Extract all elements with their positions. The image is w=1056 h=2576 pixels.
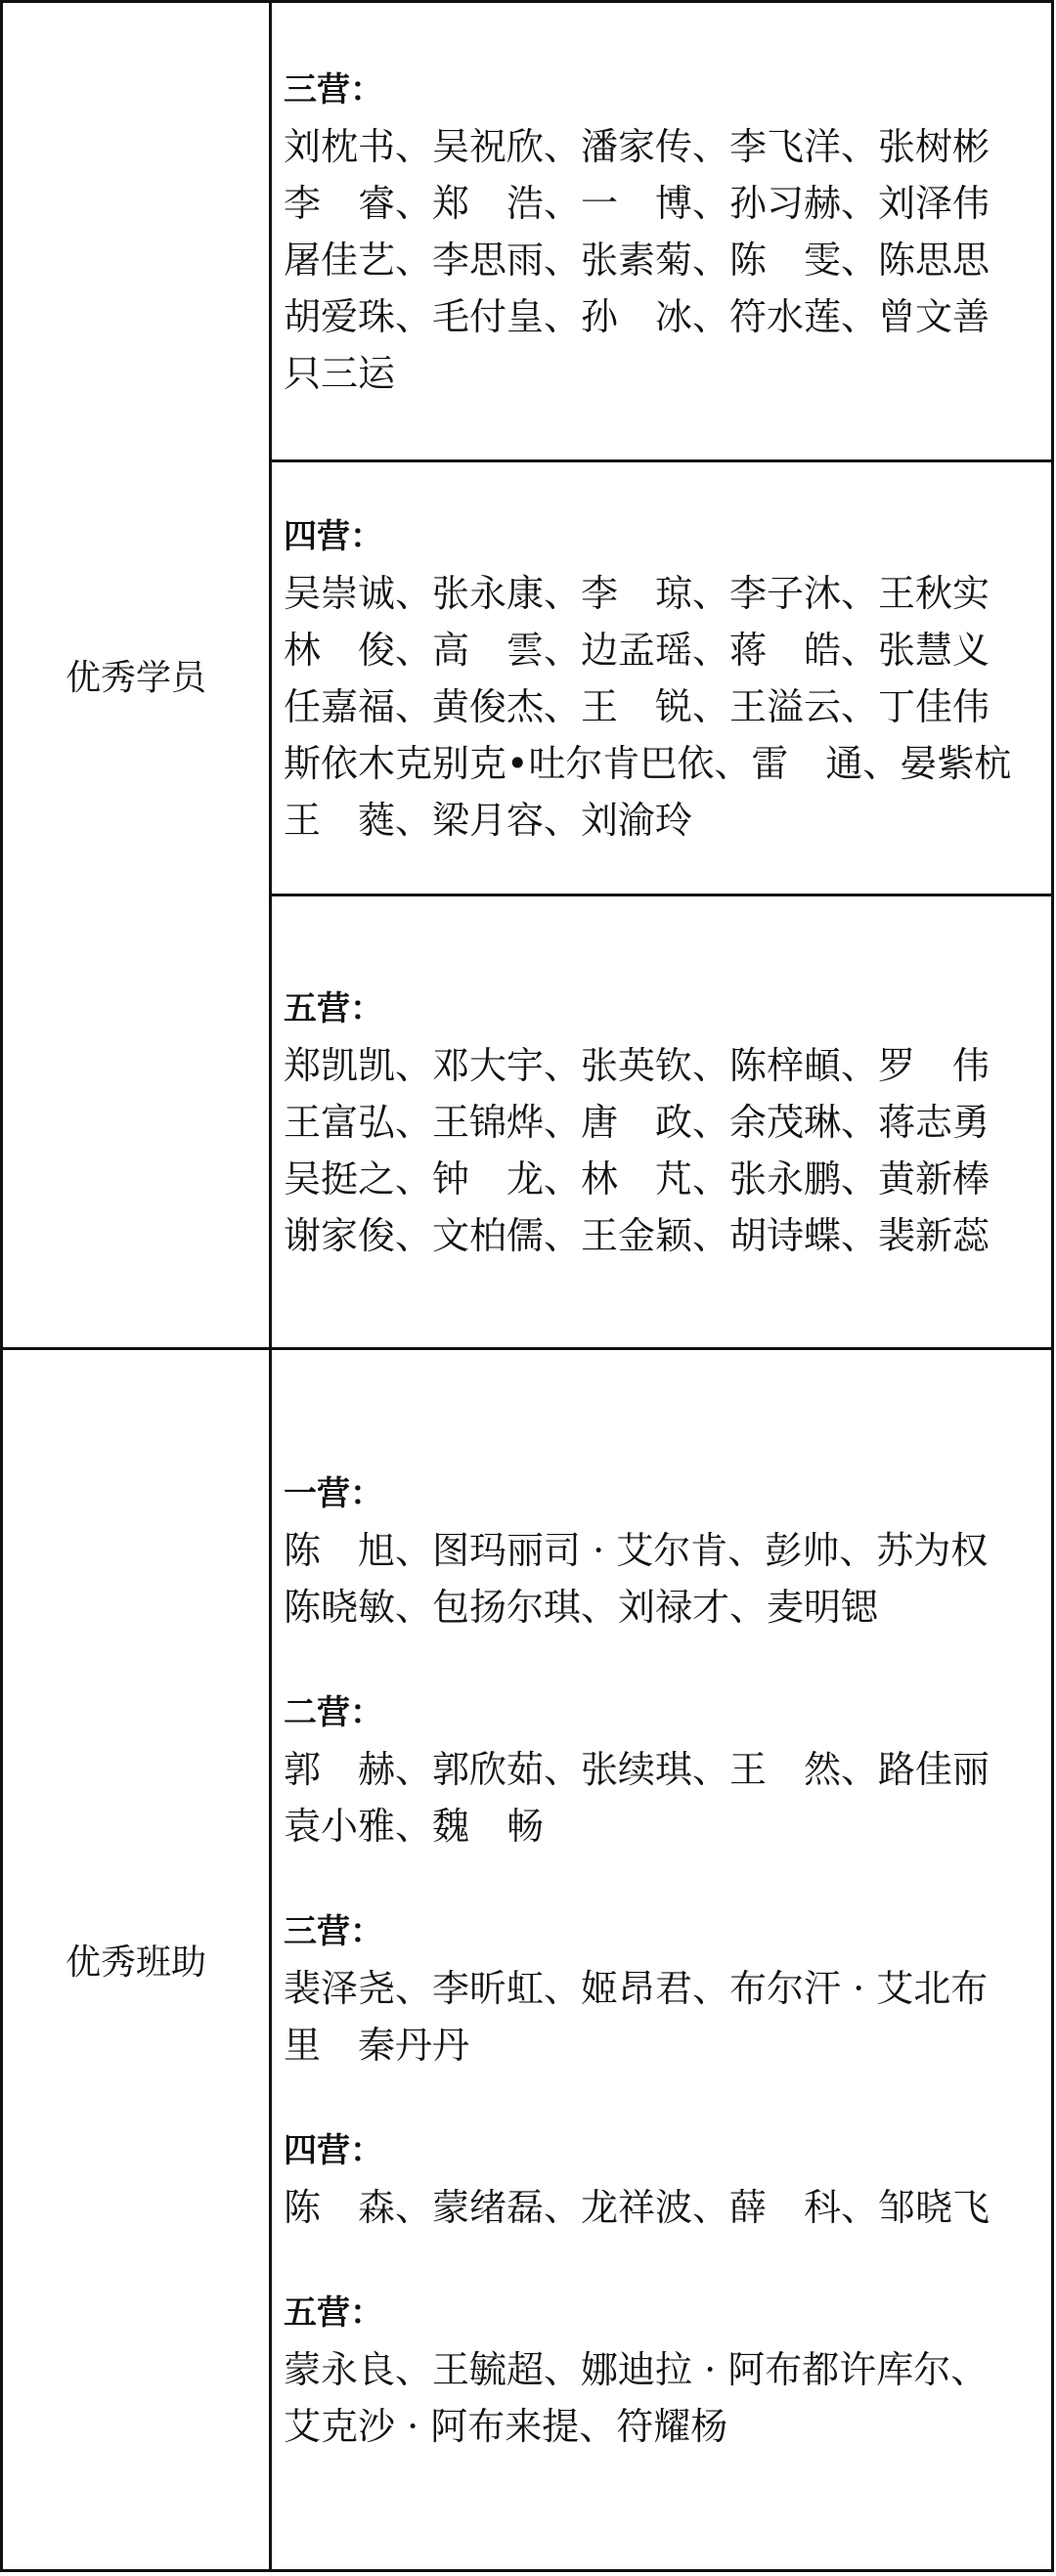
name-line: 郭 赫、郭欣茹、张续琪、王 然、路佳丽: [284, 1747, 990, 1791]
camp-cell-students-4: [271, 461, 1053, 895]
camp-heading: 四营：: [284, 2130, 383, 2170]
camp-cell-students-5: [271, 895, 1053, 1349]
camp-heading: 三营：: [284, 69, 383, 109]
name-line: 刘枕书、吴祝欣、潘家传、李飞洋、张树彬: [284, 124, 990, 168]
spacer: [284, 2236, 1041, 2285]
name-line: 只三运: [284, 351, 396, 395]
camp-cell-students-3: [271, 2, 1053, 461]
name-line: 胡爱珠、毛付皇、孙 冰、符水莲、曾文善: [284, 294, 990, 338]
name-line: 陈 旭、图玛丽司 · 艾尔肯、彭帅、苏为权: [284, 1528, 989, 1572]
name-line: 袁小雅、魏 畅: [284, 1804, 545, 1848]
camp-heading: 五营：: [284, 2292, 383, 2333]
name-line: 艾克沙 · 阿布来提、符耀杨: [284, 2404, 728, 2448]
camp-heading: 二营：: [284, 1692, 383, 1732]
spacer: [284, 2074, 1041, 2122]
name-line: 斯依木克别克•吐尔肯巴依、雷 通、晏紫杭: [284, 741, 1012, 785]
name-line: 王 蕤、梁月容、刘渝玲: [284, 798, 693, 842]
spacer: [284, 1855, 1041, 1903]
name-line: 王富弘、王锦烨、唐 政、余茂琳、蒋志勇: [284, 1100, 990, 1144]
category-assistants: [2, 1349, 271, 2571]
spacer: [284, 1636, 1041, 1684]
category-label: 优秀学员: [65, 658, 206, 698]
name-line: 陈 森、蒙绪磊、龙祥波、薛 科、邹晓飞: [284, 2185, 990, 2229]
camp-heading: 五营：: [284, 988, 383, 1028]
camp-heading: 一营：: [284, 1473, 383, 1513]
camp-heading: 四营：: [284, 516, 383, 556]
name-line: 陈晓敏、包扬尔琪、刘禄才、麦明锶: [284, 1585, 879, 1629]
name-line: 屠佳艺、李思雨、张素菊、陈 雯、陈思思: [284, 238, 990, 282]
name-line: 吴崇诚、张永康、李 琼、李子沐、王秋实: [284, 571, 990, 615]
name-line: 裴泽尧、李昕虹、姬昂君、布尔汗 · 艾北布: [284, 1966, 989, 2010]
name-line: 里 秦丹丹: [284, 2023, 470, 2067]
name-line: 任嘉福、黄俊杰、王 锐、王溢云、丁佳伟: [284, 684, 990, 728]
name-line: 吴挺之、钟 龙、林 芃、张永鹏、黄新棒: [284, 1157, 990, 1201]
table-row: [2, 1349, 1053, 2571]
category-label: 优秀班助: [65, 1943, 206, 1983]
table-row: [2, 2, 1053, 461]
name-line: 郑凯凯、邓大宇、张英钦、陈梓頔、罗 伟: [284, 1043, 990, 1087]
name-line: 林 俊、高 雲、边孟瑶、蒋 皓、张慧义: [284, 628, 990, 672]
camp-cell-assistants: [271, 1349, 1053, 2571]
name-line: 李 睿、郑 浩、一 博、孙习赫、刘泽伟: [284, 181, 990, 225]
name-line: 蒙永良、王毓超、娜迪拉 · 阿布都许库尔、: [284, 2347, 989, 2391]
camp-heading: 三营：: [284, 1911, 383, 1951]
name-line: 谢家俊、文柏儒、王金颖、胡诗蝶、裴新蕊: [284, 1213, 990, 1257]
category-students: [2, 2, 271, 1349]
